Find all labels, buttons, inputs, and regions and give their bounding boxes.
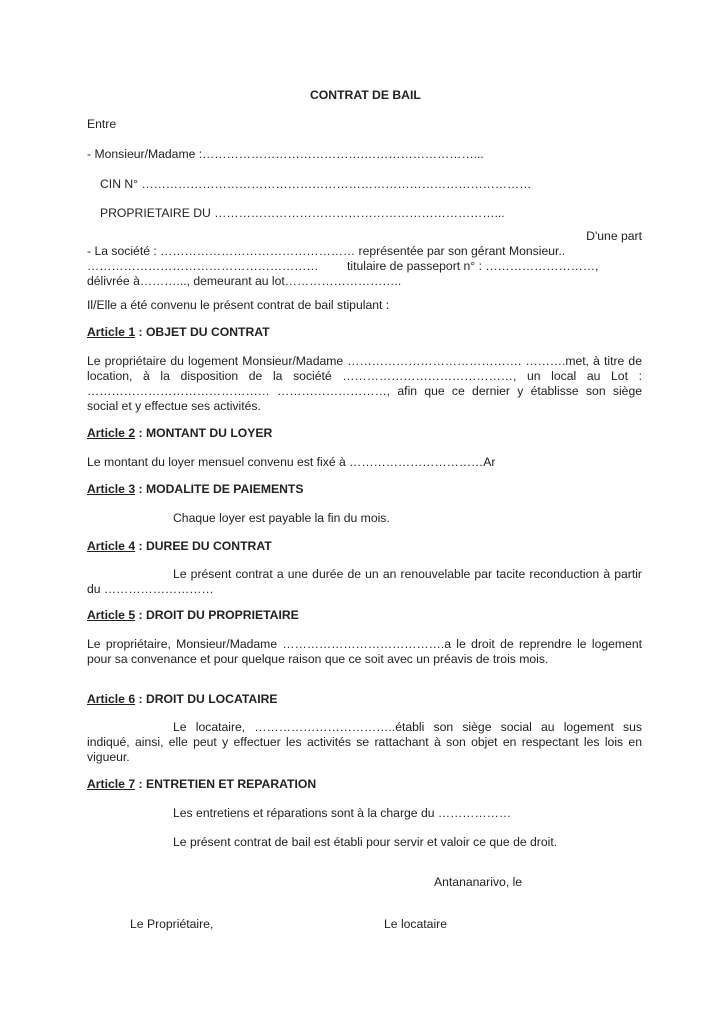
article-2-line-1: Le montant du loyer mensuel convenu est fixé à ……………………………Ar [87,455,496,469]
article-1-title: OBJET DU CONTRAT [145,325,270,339]
intro-text: Il/Elle a été convenu le présent contrat de bail stipulant : [87,298,390,312]
article-3-title: MODALITE DE PAIEMENTS [145,482,304,496]
article-3-sep: : [135,482,146,496]
article-5-heading [87,607,299,623]
party2-dots: ………………………………………………… [87,259,319,273]
article-5-line-1: Le propriétaire, Monsieur/Madame ………………………………….a le droit de reprendre le logement [87,637,642,651]
article-5-line-2: pour sa convenance et pour quelque raison que ce soit avec un préavis de trois mois. [87,652,549,666]
document-title: CONTRAT DE BAIL [310,88,421,102]
article-6-line-2: indiqué, ainsi, elle peut y effectuer les activités se rattachant à son objet en respectant les lois en [87,735,642,749]
article-7-heading [87,776,316,792]
article-1-line-3: ……………………………………… ………………………, afin que ce dernier y établisse son siège [87,384,642,398]
article-2-sep: : [135,426,146,440]
article-7-sep: : [135,777,146,791]
article-6-title: DROIT DU LOCATAIRE [145,692,278,706]
article-6-heading [87,691,278,707]
article-4-line-1: Le présent contrat a une durée de un an renouvelable par tacite reconduction à partir [173,567,642,581]
article-5-title: DROIT DU PROPRIETAIRE [145,608,299,622]
article-3-heading [87,481,304,497]
article-4-title: DUREE DU CONTRAT [145,539,272,553]
article-7-title: ENTRETIEN ET REPARATION [145,777,317,791]
party2-passeport-line: titulaire de passeport n° : ………………………, [347,259,599,273]
article-6-line-3: vigueur. [87,750,130,764]
article-4-number: Article 4 [87,539,136,553]
article-1-line-4: social et y effectue ses activités. [87,399,261,413]
signature-locataire: Le locataire [384,917,448,931]
place-date-line: Antananarivo, le [434,875,523,889]
article-5-number: Article 5 [87,608,136,622]
article-2-title: MONTANT DU LOYER [145,426,273,440]
article-6-number: Article 6 [87,692,136,706]
article-3-number: Article 3 [87,482,136,496]
contract-page [87,0,642,1031]
article-4-heading [87,538,272,554]
party1-monsieur-line: - Monsieur/Madame :………………………………….………………………... [87,147,484,161]
article-3-line-1: Chaque loyer est payable la fin du mois. [173,511,390,525]
signature-proprietaire: Le Propriétaire, [130,917,214,931]
article-1-line-2: location, à la disposition de la société ……………………………………, un local au Lot : [87,369,642,383]
article-4-line-2: du ……………………… [87,582,214,596]
article-2-number: Article 2 [87,426,136,440]
dune-part-label: D'une part [586,229,642,243]
party2-societe-line: - La société : ………………………………………… représentée par son gérant Monsieur.. [87,244,566,258]
party2-delivree-line: délivrée à………..., demeurant au lot……………………….. [87,274,402,288]
article-1-heading [87,324,270,340]
article-1-number: Article 1 [87,325,136,339]
article-4-sep: : [135,539,146,553]
article-1-sep: : [135,325,146,339]
article-7-line-2: Le présent contrat de bail est établi pour servir et valoir ce que de droit. [173,835,558,849]
article-6-sep: : [135,692,146,706]
article-6-line-1: Le locataire, ……………………………..établi son siège social au logement sus [173,720,642,734]
article-7-line-1: Les entretiens et réparations sont à la charge du ……………… [173,806,512,820]
party1-proprietaire-line: PROPRIETAIRE DU ……………………………………………………………... [100,206,505,220]
article-2-heading [87,425,272,441]
article-5-sep: : [135,608,146,622]
party1-cin-line: CIN N° …………………………………………………………………………………… [100,177,532,191]
article-7-number: Article 7 [87,777,136,791]
entre-label: Entre [87,117,117,131]
article-1-line-1: Le propriétaire du logement Monsieur/Madame ……………………………………. ……….met, à titre de [87,354,642,368]
